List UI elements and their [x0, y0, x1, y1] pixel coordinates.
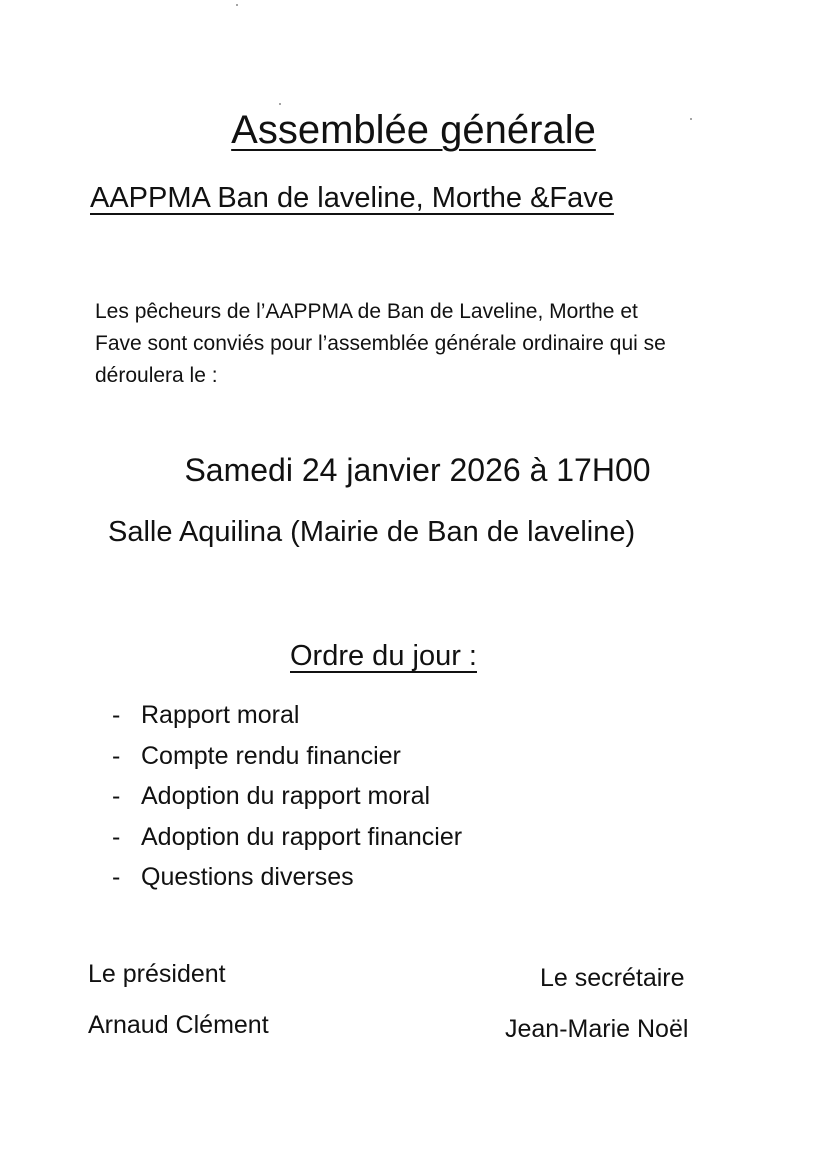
bullet-dash: - — [112, 863, 121, 891]
agenda-item-label: Rapport moral — [141, 701, 300, 729]
intro-paragraph — [95, 296, 735, 392]
bullet-dash: - — [112, 782, 121, 810]
agenda-title: Ordre du jour : — [290, 640, 477, 672]
agenda-list — [112, 695, 462, 898]
agenda-item — [112, 776, 462, 817]
scan-speck — [279, 103, 281, 105]
agenda-item-label: Adoption du rapport moral — [141, 782, 431, 810]
president-role: Le président — [88, 960, 226, 988]
agenda-item — [112, 857, 462, 898]
agenda-item-label: Compte rendu financier — [141, 741, 401, 770]
secretary-name: Jean-Marie Noël — [505, 1015, 689, 1043]
event-venue: Salle Aquilina (Mairie de Ban de laveline) — [108, 516, 636, 548]
president-name: Arnaud Clément — [88, 1011, 269, 1039]
event-date: Samedi 24 janvier 2026 à 17H00 — [184, 452, 651, 488]
agenda-item-label: Questions diverses — [141, 863, 354, 891]
bullet-dash: - — [112, 741, 121, 770]
intro-line: Fave sont conviés pour l’assemblée générale ordinaire qui se — [95, 332, 666, 355]
bullet-dash: - — [112, 701, 121, 729]
bullet-dash: - — [112, 822, 121, 851]
agenda-item — [112, 817, 462, 858]
association-name: AAPPMA Ban de laveline, Morthe &Fave — [90, 182, 614, 214]
agenda-item-label: Adoption du rapport financier — [141, 822, 463, 851]
secretary-role: Le secrétaire — [540, 964, 685, 992]
intro-line: déroulera le : — [95, 364, 218, 387]
agenda-item — [112, 736, 462, 777]
agenda-item — [112, 695, 462, 736]
intro-line: Les pêcheurs de l’AAPPMA de Ban de Laveline, Morthe et — [95, 300, 638, 323]
page-title: Assemblée générale — [231, 108, 596, 152]
scan-speck — [236, 4, 238, 6]
